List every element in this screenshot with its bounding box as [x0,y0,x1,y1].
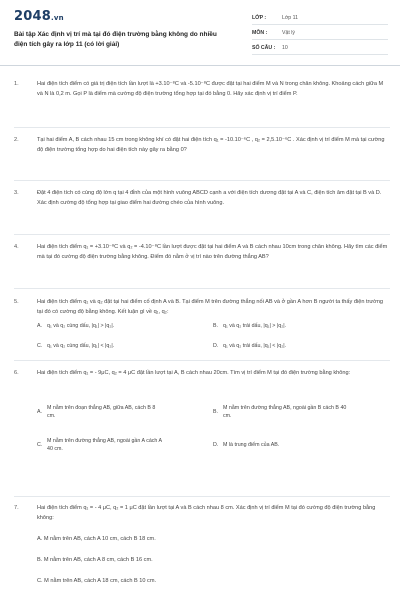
option-text: M nằm trên đường thẳng AB, ngoài gần B cách B 40 cm. [223,405,347,419]
q7-option-b[interactable]: B. M nằm trên AB, cách A 8 cm, cách B 16 cm. [37,557,153,563]
logo-suffix: .vn [50,14,64,22]
meta-class-value: Lớp 11 [282,15,298,21]
question-number: 6. [14,370,19,376]
question-number: 7. [14,505,19,511]
question-number: 3. [14,190,19,196]
option-text: q₁ và q₂ cùng dấu, |q₁| > |q₂|. [47,323,115,329]
option-text: M là trung điểm của AB. [223,442,280,448]
divider [14,234,390,235]
question-number: 5. [14,299,19,305]
q7-option-c[interactable]: C. M nằm trên AB, cách A 18 cm, cách B 10 cm. [37,578,157,584]
option-text: M nằm trên đoạn thẳng AB, giữa AB, cách B 8 cm. [47,405,156,419]
meta-count-value: 10 [282,45,288,51]
question-text: Hai điện tích điểm q₁ và q₂ đặt tại hai điểm cố định A và B. Tại điểm M trên đường thẳng nối AB và ở gần A hơn B người ta thấy điện trường tại đó có cường độ bằng không. Kết luận gì về q₁, q₂: [37,299,384,315]
option-letter: B. [213,323,219,329]
document-header [0,0,400,66]
divider [14,496,390,497]
logo-text: 2048 [14,9,51,24]
question-text: Hai điện tích điểm q₁ = - 9μC, q₂ = 4 μC đặt lần lượt tại A, B cách nhau 20cm. Tìm vị trí điểm M tại đó điện trường bằng không: [37,370,351,376]
option-letter: C. [37,442,43,448]
divider [14,288,390,289]
document-title: Bài tập Xác định vị trí mà tại đó điện trường bằng không do nhiều điện tích gây ra lớp 11 (có lời giải) [14,31,217,48]
divider [14,127,390,128]
question-text: Hai điện tích điểm q₁ = +3.10⁻⁸C và q₂ = -4.10⁻⁸C lần lượt được đặt tại hai điểm A và B cách nhau 10cm trong chân không. Hãy tìm các điểm mà tại đó cường độ điện trường bằng không. Điểm đó nằm ở vị trí nào trên đường thẳng AB? [37,244,388,260]
option-letter: B. [213,409,219,415]
site-logo[interactable] [14,9,64,24]
meta-count-row [252,42,388,55]
option-letter: D. [213,343,219,349]
question-text: Hai điện tích điểm q₁ = - 4 μC, q₂ = 1 μC đặt lần lượt tại A và B cách nhau 8 cm. Xác định vị trí điểm M tại đó cường độ điện trường bằng không: [37,505,376,521]
question-number: 1. [14,81,19,87]
meta-subject-value: Vật lý [282,30,295,36]
divider [14,180,390,181]
question-text: Hai điện tích điểm có giá trị điện tích lần lượt là +3.10⁻⁸C và -5.10⁻⁸C được đặt tại hai điểm M và N trong chân không. Khoảng cách giữa M và N là 0,2 m. Gọi P là điểm mà cường độ điện trường tổng hợp tại đó bằng 0. Hãy xác định vị trí điểm P. [37,81,384,97]
option-text: q₁ và q₂ trái dấu, |q₁| > |q₂|. [223,323,287,329]
option-letter: C. [37,343,43,349]
option-text: q₁ và q₂ cùng dấu, |q₁| < |q₂|. [47,343,115,349]
question-number: 4. [14,244,19,250]
question-number: 2. [14,137,19,143]
meta-class-key: LỚP : [252,15,267,21]
question-text: Đặt 4 điện tích có cùng độ lớn q tại 4 đỉnh của một hình vuông ABCD cạnh a với điện tích dương đặt tại A và C, điện tích âm đặt tại B và D. Xác định cường độ tổng hợp tại giao điểm hai đường chéo của hình vuông. [37,190,382,206]
meta-count-key: SỐ CÂU : [252,45,276,51]
question-text: Tại hai điểm A, B cách nhau 15 cm trong không khí có đặt hai điện tích q₁ = -10.10⁻⁶C , q₂ = 2,5.10⁻⁶C . Xác định vị trí điểm M mà tại cường độ điện trường tổng hợp do hai điện tích này gây ra bằng 0? [37,137,385,153]
option-letter: A. [37,409,43,415]
option-text: q₁ và q₂ trái dấu, |q₁| < |q₂|. [223,343,287,349]
meta-subject-key: MÔN : [252,30,268,36]
divider [14,360,390,361]
meta-class-row [252,12,388,25]
option-text: M nằm trên đường thẳng AB, ngoài gần A cách A 40 cm. [47,438,162,452]
option-letter: A. [37,323,43,329]
meta-subject-row [252,27,388,40]
option-letter: D. [213,442,219,448]
q7-option-a[interactable]: A. M nằm trên AB, cách A 10 cm, cách B 18 cm. [37,536,156,542]
